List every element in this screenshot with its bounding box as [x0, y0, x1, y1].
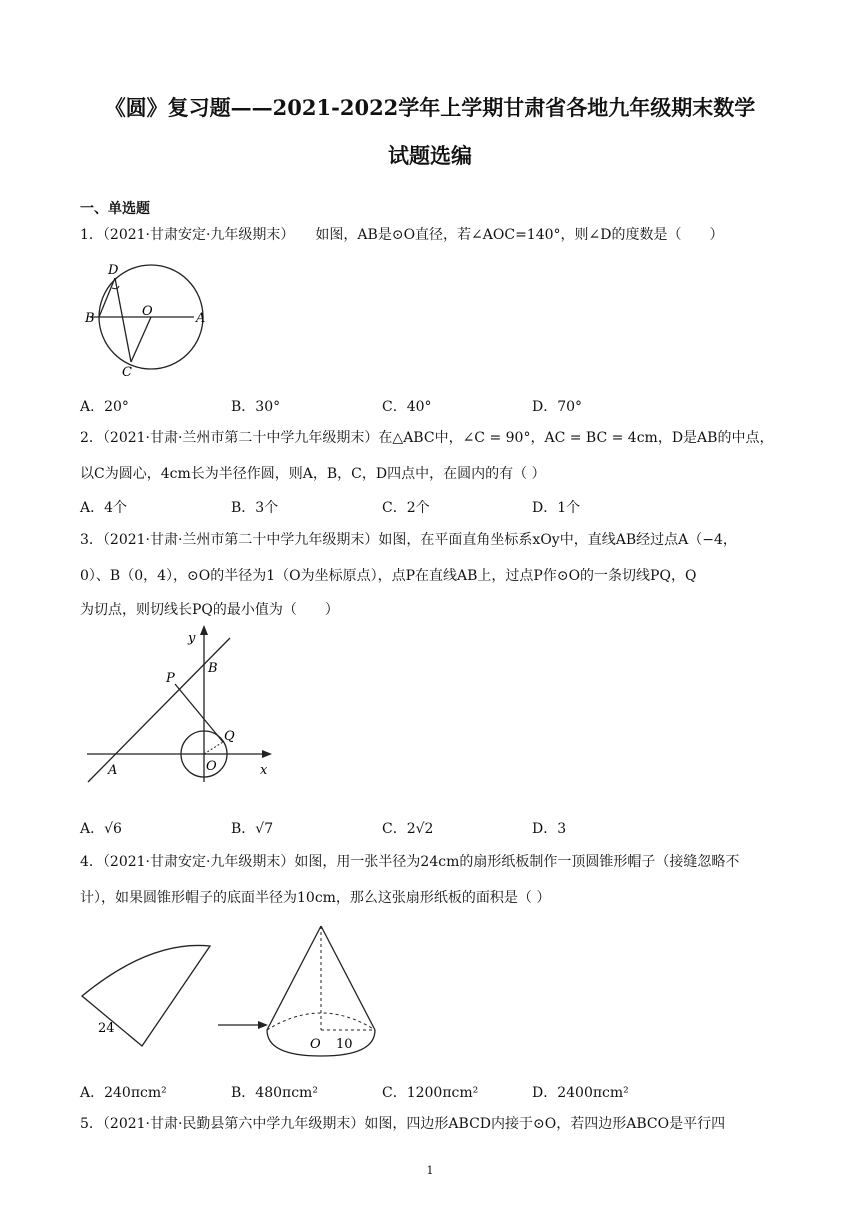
q1-option-b: B．30°: [231, 399, 281, 415]
q2-option-c: C．2个: [382, 500, 430, 516]
section-heading: 一、单选题: [80, 201, 150, 217]
q4-option-c: C．1200πcm²: [382, 1085, 479, 1101]
q1-label-a: A: [196, 311, 206, 326]
q4-sector-radius-label: 24: [98, 1021, 115, 1036]
question-2-line1: 2．（2021·甘肃·兰州市第二十中学九年级期末）在△ABC中，∠C = 90°，AC = BC = 4cm，D是AB的中点，: [80, 430, 774, 446]
q4-option-d: D．2400πcm²: [532, 1085, 629, 1101]
q1-circle-figure: [82, 256, 222, 376]
document-title-line1: 《圆》复习题——2021-2022学年上学期甘肃省各地九年级期末数学: [104, 95, 756, 120]
q3-label-b: B: [208, 661, 218, 676]
question-4-line1: 4．（2021·甘肃安定·九年级期末）如图，用一张半径为24cm的扇形纸板制作一顶圆锥形帽子（接缝忽略不: [80, 854, 740, 870]
page-number: 1: [426, 1164, 434, 1177]
q3-label-a: A: [108, 763, 118, 778]
q1-label-b: B: [85, 311, 95, 326]
q3-option-c: C．2√2: [382, 821, 434, 837]
q1-label-c: C: [122, 365, 132, 376]
q4-option-a: A．240πcm²: [80, 1085, 167, 1101]
q2-option-b: B．3个: [231, 500, 279, 516]
q3-label-p: P: [166, 671, 175, 686]
q1-option-d: D．70°: [532, 399, 583, 415]
q3-option-b: B．√7: [231, 821, 274, 837]
q1-label-d: D: [108, 263, 119, 278]
q2-option-a: A．4个: [80, 500, 128, 516]
q3-label-y: y: [188, 631, 196, 646]
q4-label-o: O: [310, 1037, 321, 1052]
q4-base-radius-label: 10: [336, 1037, 353, 1052]
q1-option-a: A．20°: [80, 399, 129, 415]
q1-option-c: C．40°: [382, 399, 432, 415]
question-2-line2: 以C为圆心，4cm长为半径作圆，则A，B，C，D四点中，在圆内的有（ ）: [80, 466, 546, 482]
q3-label-o: O: [206, 759, 217, 774]
document-title-line2: 试题选编: [388, 143, 472, 168]
q4-option-b: B．480πcm²: [231, 1085, 318, 1101]
q3-coordinate-figure: [82, 622, 282, 787]
q3-option-a: A．√6: [80, 821, 122, 837]
question-3-line1: 3．（2021·甘肃·兰州市第二十中学九年级期末）如图，在平面直角坐标系xOy中，直线AB经过点A（−4，: [80, 532, 737, 548]
question-1-text: 1．（2021·甘肃安定·九年级期末） 如图，AB是⊙O直径，若∠AOC=140°，则∠D的度数是（ ）: [80, 227, 724, 243]
q1-label-o: O: [142, 304, 153, 319]
q3-label-q: Q: [224, 729, 235, 744]
q3-label-x: x: [260, 763, 268, 778]
question-3-line2: 0）、B（0，4），⊙O的半径为1（O为坐标原点），点P在直线AB上，过点P作⊙O的一条切线PQ，Q: [80, 568, 697, 584]
q2-option-d: D．1个: [532, 500, 581, 516]
question-4-line2: 计），如果圆锥形帽子的底面半径为10cm，那么这张扇形纸板的面积是（ ）: [80, 890, 551, 906]
q3-option-d: D．3: [532, 821, 567, 837]
question-5-line1: 5．（2021·甘肃·民勤县第六中学九年级期末）如图，四边形ABCD内接于⊙O，若四边形ABCO是平行四: [80, 1116, 726, 1132]
question-3-line3: 为切点，则切线长PQ的最小值为（ ）: [80, 602, 339, 618]
q4-sector-cone-figure: [80, 918, 390, 1068]
